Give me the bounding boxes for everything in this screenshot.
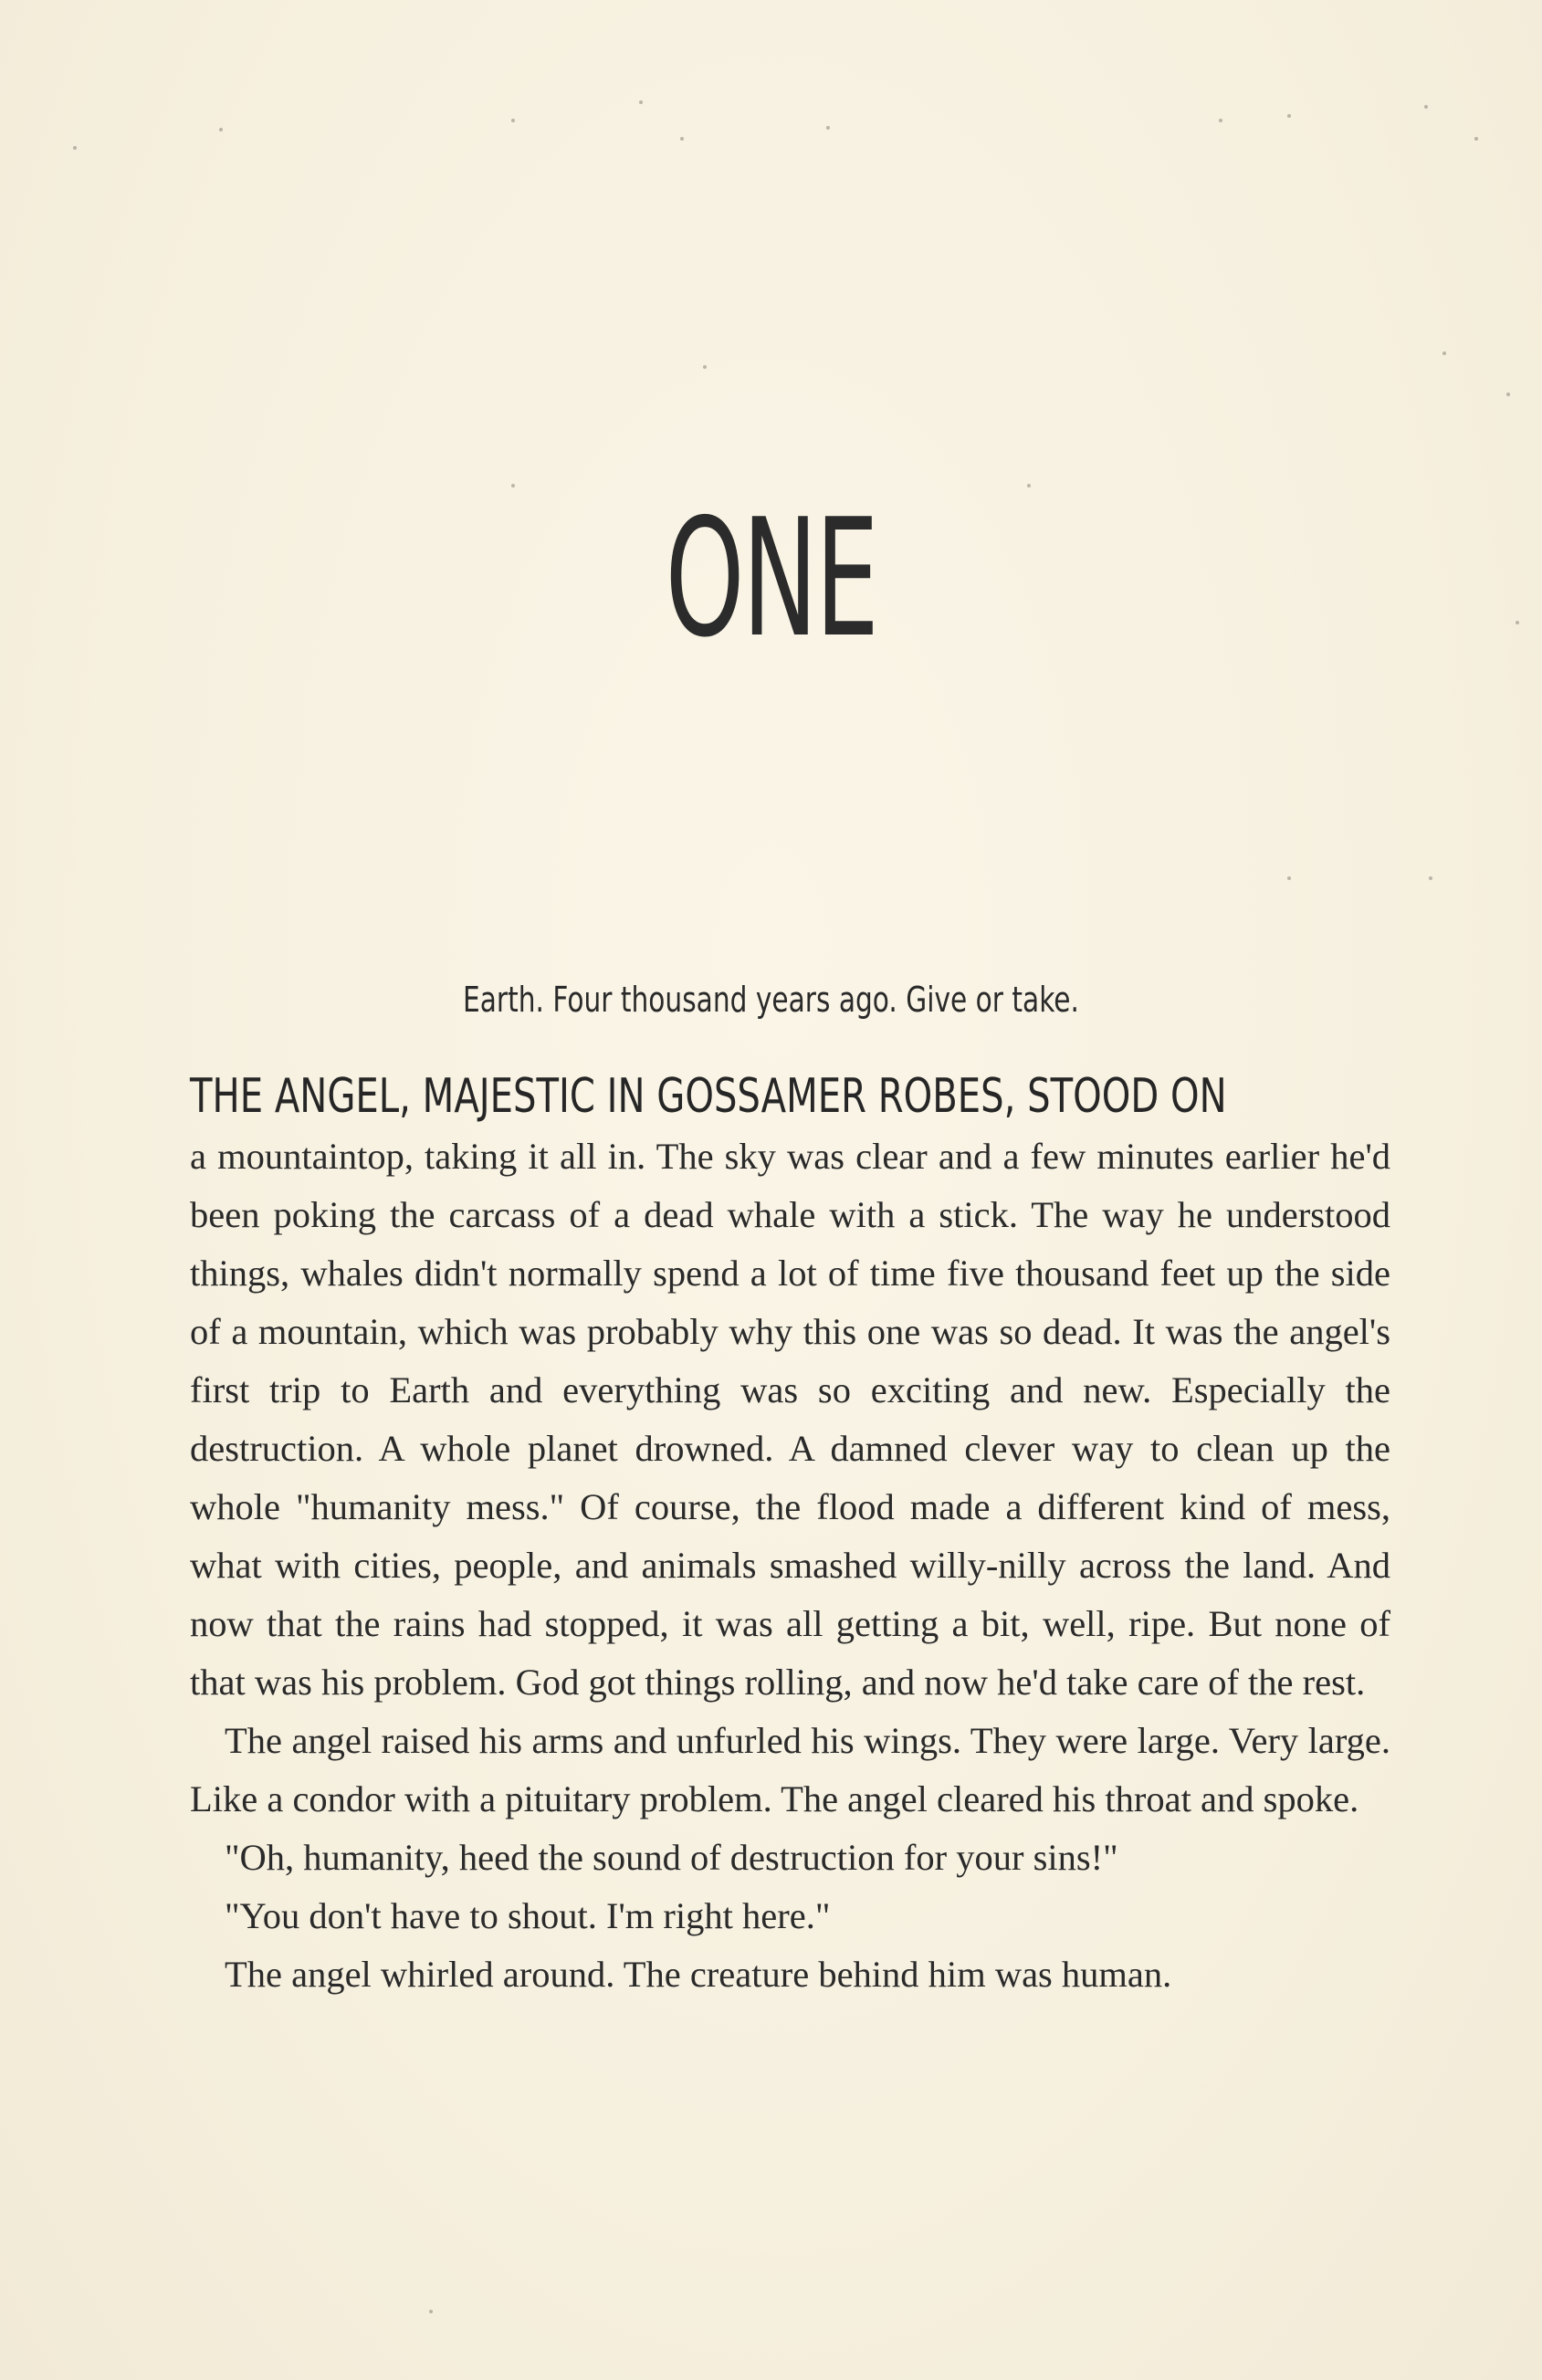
paper-speck	[429, 2310, 433, 2313]
paper-speck	[1442, 351, 1446, 355]
chapter-epigraph: Earth. Four thousand years ago. Give or take.	[463, 980, 1079, 1020]
paper-speck	[1429, 876, 1432, 880]
paper-speck	[73, 146, 77, 150]
paper-speck	[1474, 137, 1478, 141]
paper-speck	[703, 365, 707, 369]
paper-speck	[1287, 876, 1291, 880]
paper-speck	[1506, 393, 1510, 396]
paper-speck	[1287, 114, 1291, 118]
paragraph-1: a mountaintop, taking it all in. The sky was clear and a few minutes earlier he'd been poking the carcass of a dead whale with a stick. The way he understood things, whales didn't normally spend a lot of time five thousand feet up the side of a mountain, which was probably why this one was so dead. It was the angel's first trip to Earth and everything was so exciting and new. Especially the destruction. A whole planet drowned. A damned clever way to clean up the whole "humanity mess." Of course, the flood made a different kind of mess, what with cities, people, and animals smashed willy-nilly across the land. And now that the rains had stopped, it was all getting a bit, well, ripe. But none of that was his problem. God got things rolling, and now he'd take care of the rest.	[190, 1136, 1390, 1703]
paper-speck	[511, 119, 515, 122]
paper-speck	[826, 126, 830, 130]
paper-speck	[680, 137, 684, 141]
paragraph-3: "Oh, humanity, heed the sound of destruction for your sins!"	[225, 1837, 1118, 1878]
chapter-title: ONE	[665, 484, 877, 673]
chapter-body	[190, 1127, 1390, 2004]
paragraph-5: The angel whirled around. The creature behind him was human.	[225, 1954, 1172, 1995]
paper-speck	[219, 128, 223, 131]
paragraph-2: The angel raised his arms and unfurled his wings. They were large. Very large. Like a condor with a pituitary problem. The angel cleared his throat and spoke.	[190, 1720, 1390, 1819]
paper-speck	[1027, 484, 1031, 488]
paper-speck	[1424, 105, 1428, 109]
paper-speck	[639, 100, 643, 104]
paper-speck	[511, 484, 515, 488]
paper-speck	[1516, 621, 1519, 624]
paragraph-4: "You don't have to shout. I'm right here."	[225, 1895, 831, 1936]
paper-speck	[1219, 119, 1222, 122]
opening-line: THE ANGEL, MAJESTIC IN GOSSAMER ROBES, STOOD ON	[190, 1069, 1227, 1124]
